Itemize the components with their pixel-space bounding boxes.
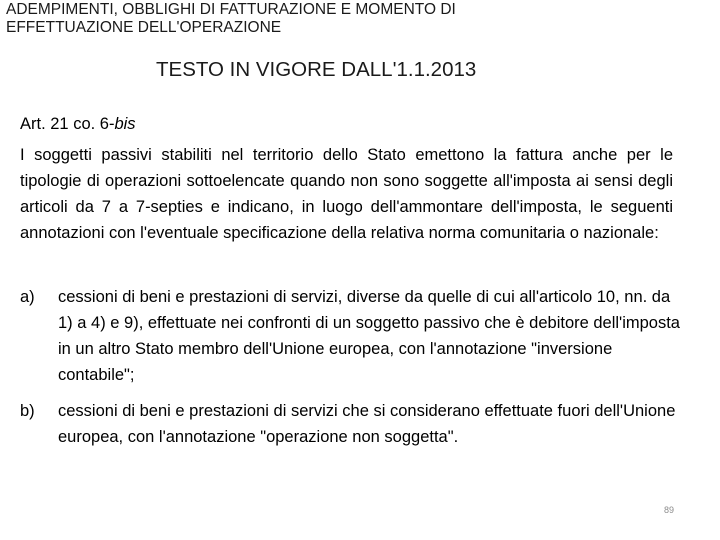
slide-title-line-2: EFFETTUAZIONE DELL'OPERAZIONE <box>6 19 282 36</box>
list-item-text: cessioni di beni e prestazioni di servizi, diverse da quelle di cui all'articolo 10, nn. da 1) a 4) e 9), effettuate nei confronti di un soggetto passivo che è debitore dell'imposta in un altro Stato membro dell'Unione europea, con l'annotazione "inversione contabile"; <box>58 288 680 384</box>
list-item-marker: b) <box>20 402 35 420</box>
article-reference-suffix: bis <box>114 115 136 133</box>
article-reference-prefix: Art. 21 co. 6- <box>20 115 115 133</box>
article-reference <box>20 114 136 134</box>
list-item-text: cessioni di beni e prestazioni di servizi che si considerano effettuate fuori dell'Unione europea, con l'annotazione "operazione non soggetta". <box>58 402 676 446</box>
intro-paragraph: I soggetti passivi stabiliti nel territorio dello Stato emettono la fattura anche per le tipologie di operazioni sottoelencate quando non sono soggette all'imposta ai sensi degli articoli da 7 a 7-septies e indicano, in luogo dell'ammontare dell'imposta, le seguenti annotazioni con l'eventuale specificazione della relativa norma comunitaria o nazionale: <box>20 146 673 242</box>
page-number: 89 <box>664 505 675 515</box>
list-item-a <box>20 284 680 388</box>
list-item-b <box>20 398 680 450</box>
slide-title-line-1: ADEMPIMENTI, OBBLIGHI DI FATTURAZIONE E MOMENTO DI <box>6 1 456 18</box>
slide-title <box>6 1 606 37</box>
list-item-marker: a) <box>20 288 35 306</box>
section-heading: TESTO IN VIGORE DALL'1.1.2013 <box>156 58 477 81</box>
